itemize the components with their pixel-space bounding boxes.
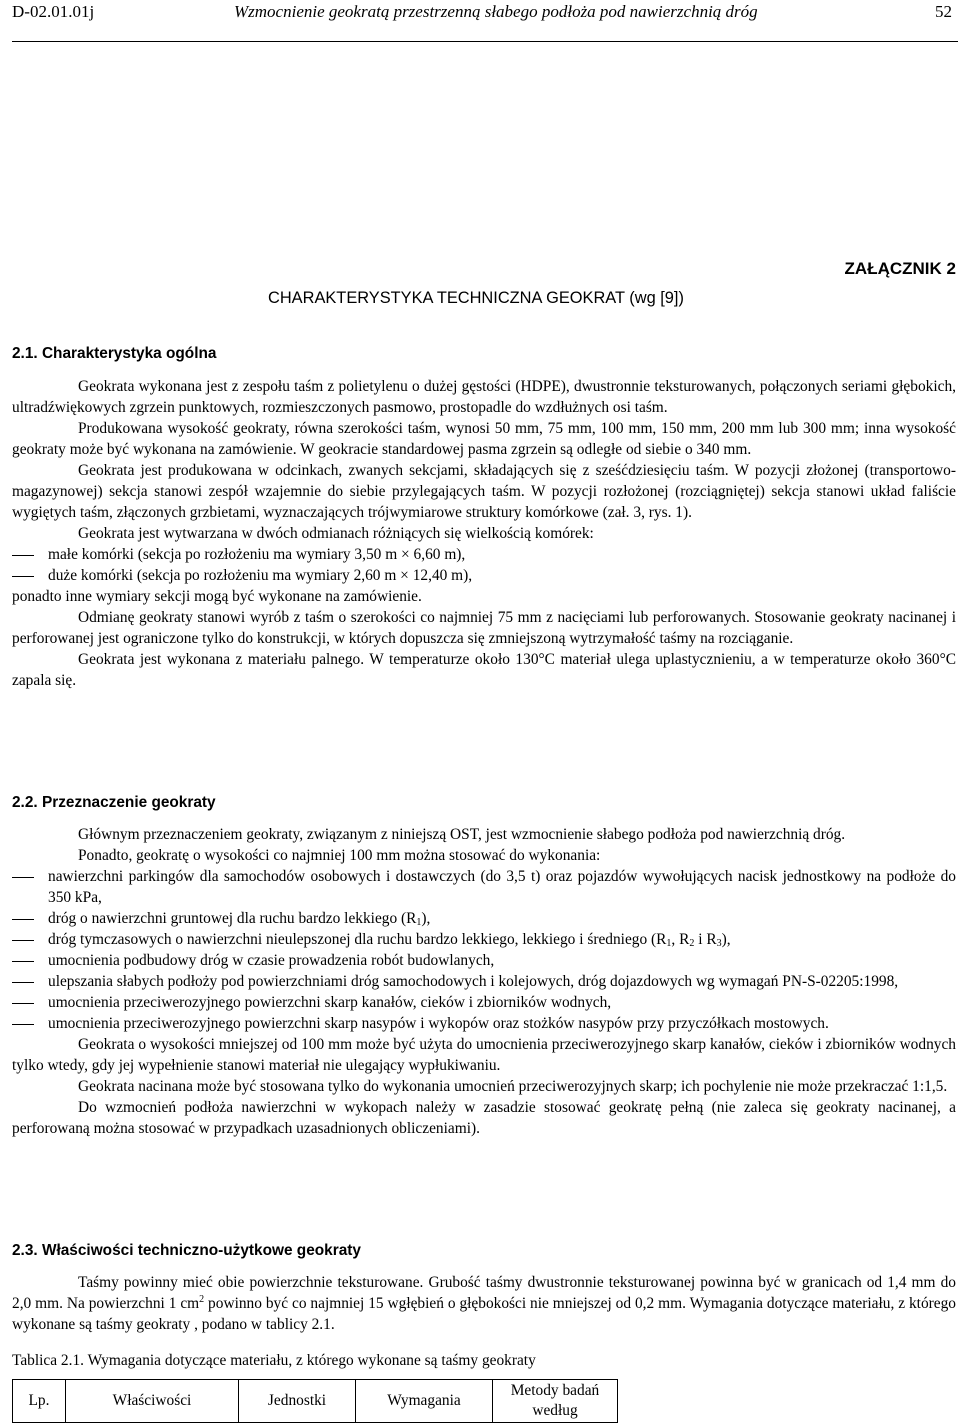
annex-label: ZAŁĄCZNIK 2 xyxy=(844,259,956,278)
paragraph: Taśmy powinny mieć obie powierzchnie teksturowane. Grubość taśmy dwustronnie teksturowanej powinna być w granicach od 1,4 mm do 2,0 mm. Na powierzchni 1 $cm^2$ powinno być co najmniej 15 wgłębień o głębokości nie mniejszej od 0,2 mm. Wymagania dotyczące materiału, z którego wykonane są taśmy geokraty , podano w tablicy 2.1. xyxy=(12,1274,956,1333)
column-header: Lp. xyxy=(13,1380,66,1423)
list-item: umocnienia przeciwerozyjnego powierzchni skarp nasypów i wykopów oraz stożków nasypów przy przyczółkach mostowych. xyxy=(12,1013,956,1034)
requirements-table xyxy=(12,1379,618,1423)
section-heading-2-2: 2.2. Przeznaczenie geokraty xyxy=(12,794,216,811)
paragraph: Głównym przeznaczeniem geokraty, związanym z niniejszą OST, jest wzmocnienie słabego podłoża pod nawierzchnią dróg. xyxy=(78,826,846,843)
spec-code: D-02.01.01j xyxy=(12,2,95,21)
page-title: CHARAKTERYSTYKA TECHNICZNA GEOKRAT (wg [9]) xyxy=(268,289,684,307)
section-2-1-body xyxy=(12,376,956,691)
page-header xyxy=(12,1,956,31)
paragraph: Geokrata jest produkowana w odcinkach, zwanych sekcjami, składających się z sześćdziesięciu taśm. W pozycji złożonej (transportowo-magazynowej) sekcja stanowi zespół wzajemnie do siebie przylegających taśm. W pozycji rozłożonej (rozciągniętej) sekcja stanowi układ faliście wygiętych taśm, złączonych grzbietami, wyznaczających trójwymiarowe struktury komórkowe (zał. 3, rys. 1). xyxy=(12,462,956,521)
table-header-row xyxy=(13,1380,618,1423)
section-2-2-body xyxy=(12,824,956,1139)
paragraph: Geokrata jest wytwarzana w dwóch odmianach różniących się wielkością komórek: xyxy=(78,525,594,542)
header-rule xyxy=(12,41,958,42)
section-heading-2-3: 2.3. Właściwości techniczno-użytkowe geokraty xyxy=(12,1242,361,1259)
column-header: Jednostki xyxy=(239,1380,356,1423)
list-item: dróg o nawierzchni gruntowej dla ruchu bardzo lekkiego $(R_1)$, xyxy=(12,908,956,929)
paragraph: Geokrata o wysokości mniejszej od 100 mm może być użyta do umocnienia przeciwerozyjnego skarp kanałów, cieków i zbiorników wodnych tylko wtedy, gdy jej wypełnienie stanowi materiał nie ulegający wypłukiwaniu. xyxy=(12,1036,956,1074)
column-header: Wymagania xyxy=(356,1380,493,1423)
list-item: ulepszania słabych podłoży pod powierzchniami dróg samochodowych i kolejowych, dróg dojazdowych wg wymagań PN-S-02205:1998, xyxy=(12,971,956,992)
section-heading-2-1: 2.1. Charakterystyka ogólna xyxy=(12,345,217,362)
paragraph: ponadto inne wymiary sekcji mogą być wykonane na zamówienie. xyxy=(12,588,422,605)
list-item: dróg tymczasowych o nawierzchni nieulepszonej dla ruchu bardzo lekkiego, lekkiego i średniego ($R_1$, $R_2$ i $R_3$), xyxy=(12,929,956,950)
page-number: 52 xyxy=(935,2,952,21)
column-header: Metody badań według xyxy=(493,1380,618,1423)
paragraph: Odmianę geokraty stanowi wyrób z taśm o szerokości co najmniej 75 mm z nacięciami lub perforowanych. Stosowanie geokraty nacinanej i perforowanej jest ograniczone tylko do konstrukcji, w których dopuszcza się zmniejszoną wytrzymałość taśmy na rozciąganie. xyxy=(12,609,956,647)
paragraph: Geokrata jest wykonana z materiału palnego. W temperaturze około 130°C materiał ulega uplastycznieniu, a w temperaturze około 360°C zapala się. xyxy=(12,651,956,689)
column-header: Właściwości xyxy=(66,1380,239,1423)
section-2-3-body xyxy=(12,1272,956,1335)
paragraph: Ponadto, geokratę o wysokości co najmniej 100 mm można stosować do wykonania: xyxy=(78,847,601,864)
list-item: umocnienia przeciwerozyjnego powierzchni skarp kanałów, cieków i zbiorników wodnych, xyxy=(12,992,956,1013)
paragraph: Geokrata wykonana jest z zespołu taśm z polietylenu o dużej gęstości (HDPE), dwustronnie teksturowanych, połączonych seriami głębokich, ultradźwiękowych zgrzein punktowych, rozmieszczonych pasmowo, prostopadle do wzdłużnych osi taśm. xyxy=(12,378,956,416)
list-item: duże komórki (sekcja po rozłożeniu ma wymiary 2,60 m × 12,40 m), xyxy=(12,565,956,586)
list-item: nawierzchni parkingów dla samochodów osobowych i dostawczych (do 3,5 t) oraz pojazdów wywołujących nacisk jednostkowy na podłoże do 350 kPa, xyxy=(12,866,956,908)
list-item: małe komórki (sekcja po rozłożeniu ma wymiary 3,50 m × 6,60 m), xyxy=(12,544,956,565)
table-caption: Tablica 2.1. Wymagania dotyczące materiału, z którego wykonane są taśmy geokraty xyxy=(12,1352,536,1369)
paragraph: Produkowana wysokość geokraty, równa szerokości taśm, wynosi 50 mm, 75 mm, 100 mm, 150 mm, 200 mm lub 300 mm; inna wysokość geokraty może być wykonana na zamówienie. W geokracie standardowej pasma zgrzein są odległe od siebie o 340 mm. xyxy=(12,420,956,458)
running-title: Wzmocnienie geokratą przestrzenną słabego podłoża pod nawierzchnią dróg xyxy=(234,2,758,21)
paragraph: Geokrata nacinana może być stosowana tylko do wykonania umocnień przeciwerozyjnych skarp; ich pochylenie nie może przekraczać 1:1,5. xyxy=(78,1078,948,1095)
list-item: umocnienia podbudowy dróg w czasie prowadzenia robót budowlanych, xyxy=(12,950,956,971)
paragraph: Do wzmocnień podłoża nawierzchni w wykopach należy w zasadzie stosować geokratę pełną (nie zaleca się geokraty nacinanej, a perforowaną można stosować w przypadkach uzasadnionych obliczeniami). xyxy=(12,1099,956,1137)
